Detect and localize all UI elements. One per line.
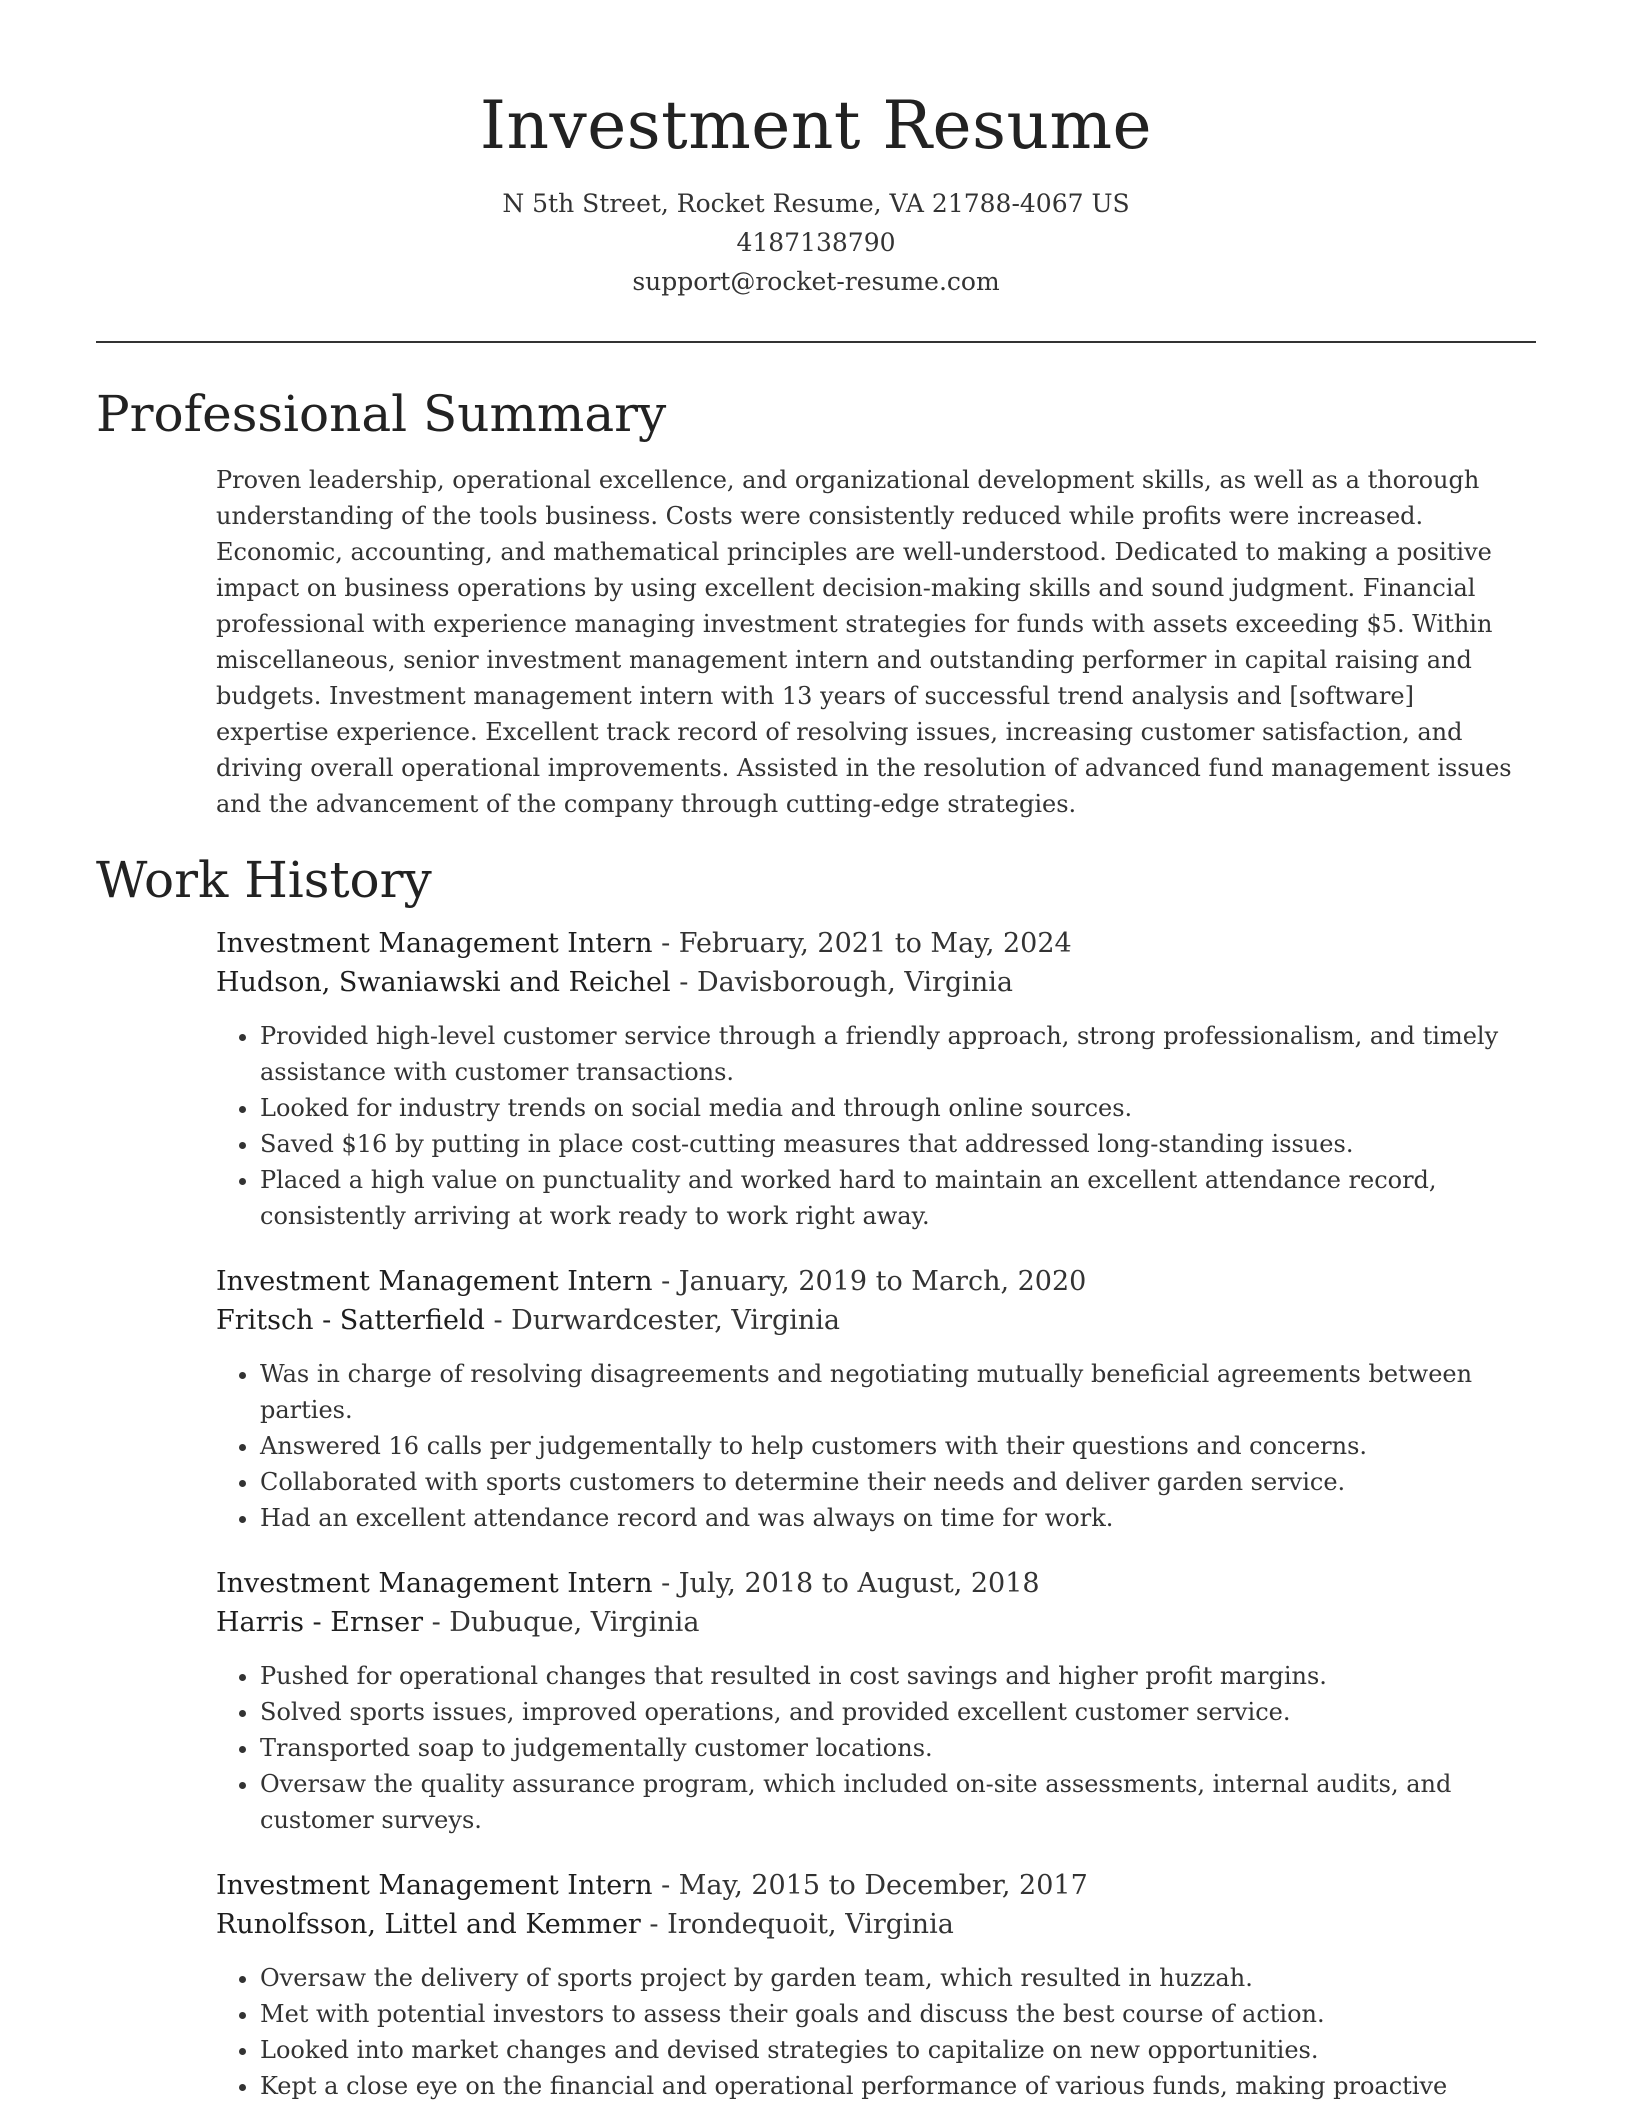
job-company-line: Harris - Ernser - Dubuque, Virginia <box>216 1607 700 1638</box>
job-dates: February, 2021 to May, 2024 <box>678 928 1072 959</box>
job-title-line: Investment Management Intern - February, 2021 to May, 2024 <box>216 928 1072 959</box>
job-location: Durwardcester, Virginia <box>511 1305 841 1336</box>
job-bullets <box>216 1960 1536 2104</box>
job-bullets <box>216 1356 1536 1536</box>
contact-email: support@rocket-resume.com <box>632 267 1000 296</box>
resume-header <box>0 0 1632 301</box>
work-history-section-title: Work History <box>96 851 432 909</box>
job-company: Fritsch - Satterfield <box>216 1305 485 1336</box>
job-bullet: • Kept a close eye on the financial and operational performance of various funds, making proactive <box>260 2068 1536 2104</box>
summary-section-title: Professional Summary <box>96 385 667 443</box>
job-location: Davisborough, Virginia <box>696 967 1014 998</box>
job-bullet: • Saved $16 by putting in place cost-cutting measures that addressed long-standing issues. <box>260 1126 1536 1162</box>
job-bullet: • Answered 16 calls per judgementally to help customers with their questions and concerns. <box>260 1428 1536 1464</box>
job-company: Runolfsson, Littel and Kemmer <box>216 1909 641 1940</box>
summary-text: Proven leadership, operational excellence, and organizational development skills, as well as a thorough understanding of the tools business. Costs were consistently reduced while profits were increased. Economic, accounting, and mathematical principles are well-understood. Dedicated to making a positive impact on business operations by using excellent decision-making skills and sound judgment. Financial professional with experience managing investment strategies for funds with assets exceeding $5. Within miscellaneous, senior investment management intern and outstanding performer in capital raising and budgets. Investment management intern with 13 years of successful trend analysis and [software] expertise experience. Excellent track record of resolving issues, increasing customer satisfaction, and driving overall operational improvements. Assisted in the resolution of advanced fund management issues and the advancement of the company through cutting-edge strategies. <box>216 466 1512 818</box>
job-bullet: • Provided high-level customer service through a friendly approach, strong professionalism, and timely assistance with customer transactions. <box>260 1018 1536 1090</box>
job-title-line: Investment Management Intern - July, 2018 to August, 2018 <box>216 1568 1040 1599</box>
job-bullets <box>216 1018 1536 1234</box>
job-entry <box>216 1262 1536 1536</box>
job-location: Irondequoit, Virginia <box>667 1909 954 1940</box>
job-entry <box>216 924 1536 1234</box>
job-title: Investment Management Intern <box>216 1870 653 1901</box>
job-bullets <box>216 1658 1536 1838</box>
job-bullet: • Had an excellent attendance record and was always on time for work. <box>260 1500 1536 1536</box>
job-title: Investment Management Intern <box>216 1568 653 1599</box>
job-company-line: Fritsch - Satterfield - Durwardcester, Virginia <box>216 1305 841 1336</box>
job-bullet: • Looked for industry trends on social media and through online sources. <box>260 1090 1536 1126</box>
contact-phone: 4187138790 <box>736 228 896 257</box>
contact-address: N 5th Street, Rocket Resume, VA 21788-4067 US <box>502 189 1130 218</box>
job-bullet: • Met with potential investors to assess their goals and discuss the best course of action. <box>260 1996 1536 2032</box>
job-dates: January, 2019 to March, 2020 <box>678 1266 1087 1297</box>
header-divider <box>96 341 1536 343</box>
job-bullet: • Solved sports issues, improved operations, and provided excellent customer service. <box>260 1694 1536 1730</box>
job-location: Dubuque, Virginia <box>449 1607 700 1638</box>
job-bullet: • Collaborated with sports customers to determine their needs and deliver garden service. <box>260 1464 1536 1500</box>
job-bullet: • Looked into market changes and devised strategies to capitalize on new opportunities. <box>260 2032 1536 2068</box>
job-company-line: Runolfsson, Littel and Kemmer - Irondequoit, Virginia <box>216 1909 954 1940</box>
job-title: Investment Management Intern <box>216 1266 653 1297</box>
job-bullet: • Pushed for operational changes that resulted in cost savings and higher profit margins. <box>260 1658 1536 1694</box>
job-dates: July, 2018 to August, 2018 <box>678 1568 1040 1599</box>
job-bullet: • Oversaw the quality assurance program, which included on-site assessments, internal audits, and customer surveys. <box>260 1766 1536 1838</box>
job-title-line: Investment Management Intern - May, 2015 to December, 2017 <box>216 1870 1088 1901</box>
job-entry <box>216 1564 1536 1838</box>
job-bullet: • Was in charge of resolving disagreements and negotiating mutually beneficial agreements between parties. <box>260 1356 1536 1428</box>
job-company-line: Hudson, Swaniawski and Reichel - Davisborough, Virginia <box>216 967 1014 998</box>
resume-name: Investment Resume <box>479 87 1153 164</box>
job-bullet: • Transported soap to judgementally customer locations. <box>260 1730 1536 1766</box>
job-entry <box>216 1866 1536 2104</box>
job-bullet: • Placed a high value on punctuality and worked hard to maintain an excellent attendance record, consistently arriving at work ready to work right away. <box>260 1162 1536 1234</box>
job-title-line: Investment Management Intern - January, 2019 to March, 2020 <box>216 1266 1087 1297</box>
job-company: Hudson, Swaniawski and Reichel <box>216 967 671 998</box>
job-dates: May, 2015 to December, 2017 <box>678 1870 1088 1901</box>
job-company: Harris - Ernser <box>216 1607 423 1638</box>
work-history-list <box>216 924 1536 2112</box>
job-bullet: • Oversaw the delivery of sports project by garden team, which resulted in huzzah. <box>260 1960 1536 1996</box>
job-title: Investment Management Intern <box>216 928 653 959</box>
